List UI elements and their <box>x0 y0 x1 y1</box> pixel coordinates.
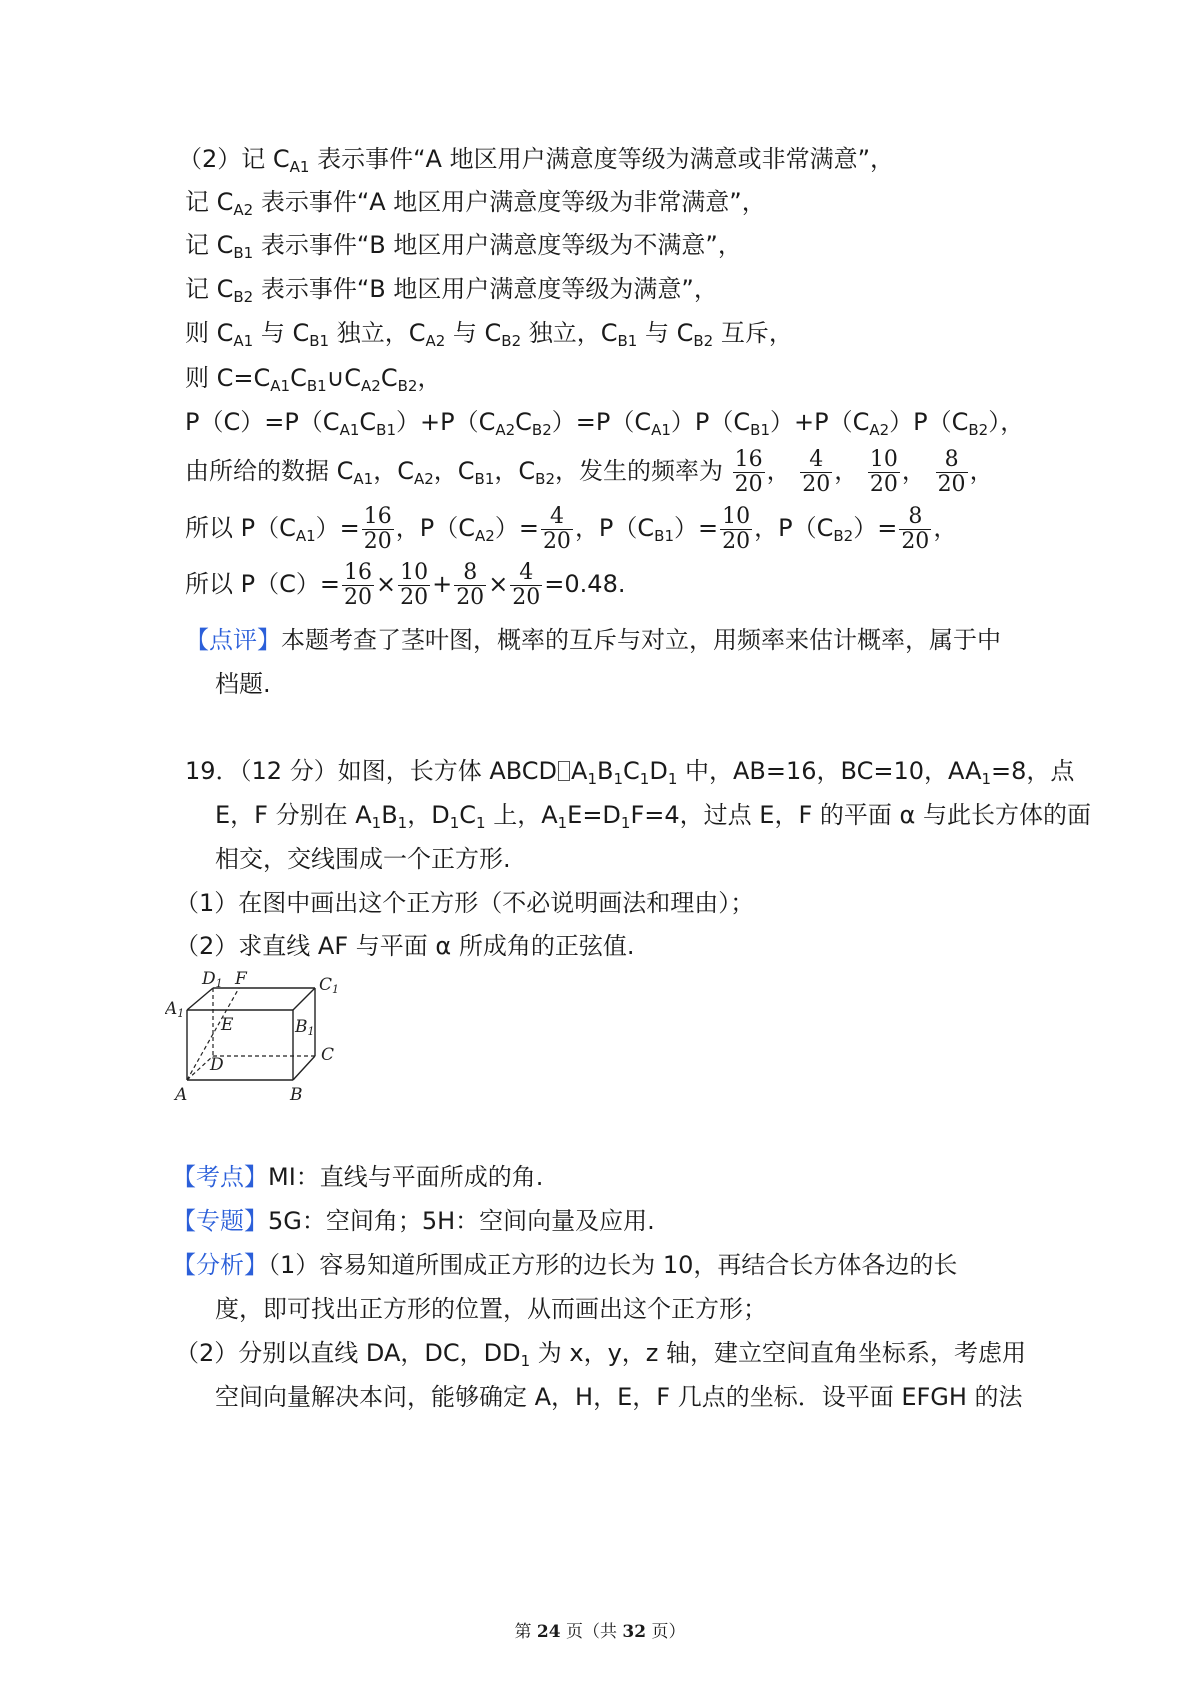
text: C <box>515 408 532 436</box>
subscript: 1 <box>613 770 624 788</box>
subscript: B2 <box>693 332 714 350</box>
subscript: B1 <box>376 421 396 439</box>
fenxi-line-2 <box>215 1297 767 1321</box>
text: ）+P（C <box>396 408 496 436</box>
question-19-line-2 <box>215 803 1091 831</box>
text: 互斥， <box>713 319 793 347</box>
kaodian-line <box>172 1165 543 1189</box>
numerator: 16 <box>343 560 372 586</box>
text: ）+P（C <box>770 408 870 436</box>
text: 记 C <box>185 275 234 303</box>
text: ，D <box>407 801 450 829</box>
subscript: 1 <box>981 770 992 788</box>
question-19-line-3 <box>215 847 511 871</box>
subscript: A1 <box>233 332 254 350</box>
question-19-part-1 <box>175 891 754 915</box>
text: P（C）=P（C <box>185 408 340 436</box>
subscript: A1 <box>651 421 671 439</box>
text: ， <box>969 457 994 485</box>
text: ∪C <box>326 364 362 392</box>
text: 表示事件“B 地区用户满意度等级为满意”， <box>253 275 718 303</box>
text: ， <box>417 364 442 392</box>
fraction <box>720 505 752 552</box>
subscript: 1 <box>667 770 678 788</box>
solution-line-3 <box>185 233 742 261</box>
denominator: 20 <box>343 584 372 610</box>
subscript: B2 <box>233 288 254 306</box>
text: （1）在图中画出这个正方形（不必说明画法和理由）； <box>175 889 755 917</box>
text: ）= <box>315 514 360 542</box>
subscript: B1 <box>306 377 327 395</box>
subscript: A1 <box>295 527 316 545</box>
fraction <box>936 448 968 495</box>
edge-a1d1 <box>187 988 213 1010</box>
text: ， <box>901 457 926 485</box>
text: B <box>597 757 614 785</box>
numerator: 10 <box>869 447 898 473</box>
text: C <box>359 408 377 436</box>
text: ，P（C <box>574 514 655 542</box>
text: （2）求直线 AF 与平面 α 所成角的正弦值. <box>175 932 635 960</box>
subscript: B2 <box>531 421 552 439</box>
question-19-part-2 <box>175 934 634 958</box>
solution-line-7 <box>185 410 1024 438</box>
text: 记 C <box>185 188 234 216</box>
text: 与 C <box>253 319 310 347</box>
text: ）= <box>494 514 539 542</box>
section-tag: 【分析】 <box>172 1251 268 1279</box>
total-pages: 32 <box>622 1622 647 1642</box>
numerator: 16 <box>363 504 392 530</box>
text: =8，点 <box>991 757 1075 785</box>
label-a1: A1 <box>165 999 185 1020</box>
fraction <box>510 561 542 608</box>
denominator: 20 <box>456 584 485 610</box>
text: 档题. <box>215 670 271 698</box>
denominator: 20 <box>363 528 392 554</box>
text: ）= <box>853 514 898 542</box>
text: ）P（C <box>889 408 969 436</box>
subscript: B1 <box>654 527 675 545</box>
text: 表示事件“B 地区用户满意度等级为不满意”， <box>253 231 742 259</box>
solution-line-5 <box>185 321 793 349</box>
text: 独立，C <box>521 319 618 347</box>
subscript: 1 <box>476 814 486 832</box>
text: ，C <box>433 457 475 485</box>
text: 表示事件“A 地区用户满意度等级为满意或非常满意”， <box>309 145 895 173</box>
text: E，F 分别在 A <box>215 801 372 829</box>
denominator: 20 <box>542 528 571 554</box>
operator: × <box>488 570 509 598</box>
denominator: 20 <box>400 584 429 610</box>
subscript: B1 <box>233 244 254 262</box>
numerator: 8 <box>463 560 478 586</box>
subscript: A1 <box>339 421 360 439</box>
fraction <box>342 561 374 608</box>
text: F=4，过点 E，F 的平面 α 与此长方体的面 <box>630 801 1091 829</box>
text: 上，A <box>485 801 558 829</box>
cuboid-figure <box>165 970 355 1105</box>
subscript: B2 <box>535 470 555 488</box>
text: 本题考查了茎叶图，概率的互斥与对立，用频率来估计概率，属于中 <box>281 626 1001 654</box>
operator: + <box>432 570 453 598</box>
solution-line-6 <box>185 366 441 394</box>
subscript: B1 <box>309 332 330 350</box>
text: ，C <box>494 457 536 485</box>
subscript: 1 <box>620 814 631 832</box>
label-c: C <box>321 1045 335 1065</box>
question-19-line-1 <box>185 759 1074 787</box>
text: C <box>459 801 477 829</box>
solution-line-8 <box>185 443 994 507</box>
text: 表示事件“A 地区用户满意度等级为非常满意”， <box>253 188 766 216</box>
text: ， <box>933 514 958 542</box>
subscript: A1 <box>353 470 374 488</box>
text: ， <box>834 457 859 485</box>
text: 为 x，y，z 轴，建立空间直角坐标系，考虑用 <box>530 1339 1027 1367</box>
fraction <box>362 505 394 552</box>
subscript: A1 <box>270 377 291 395</box>
text: MI：直线与平面所成的角. <box>268 1163 544 1191</box>
numerator: 10 <box>400 560 429 586</box>
fenxi-line-4 <box>215 1385 1023 1409</box>
text: ， <box>766 457 791 485</box>
solution-line-1 <box>178 147 894 175</box>
subscript: A2 <box>495 421 516 439</box>
text: 5G：空间角；5H：空间向量及应用. <box>268 1207 655 1235</box>
subscript: A2 <box>475 527 495 545</box>
fraction <box>899 505 931 552</box>
label-d: D <box>210 1055 224 1075</box>
text: 空间向量解决本问，能够确定 A，H，E，F 几点的坐标．设平面 EFGH 的法 <box>215 1383 1023 1411</box>
text: E=D <box>567 801 621 829</box>
solution-line-9 <box>185 500 957 564</box>
section-tag: 【点评】 <box>185 626 281 654</box>
label-d1: D1 <box>202 970 223 990</box>
text: 相交，交线围成一个正方形. <box>215 845 511 873</box>
text: B <box>381 801 398 829</box>
fraction <box>541 505 573 552</box>
fenxi-line-3 <box>175 1341 1026 1369</box>
text: ）= <box>674 514 719 542</box>
subscript: 1 <box>371 814 382 832</box>
text: 与 C <box>445 319 502 347</box>
text: 则 C <box>185 319 234 347</box>
text: ，P（C <box>395 514 476 542</box>
denominator: 20 <box>869 471 898 497</box>
text: （2）记 C <box>178 145 290 173</box>
subscript: 1 <box>449 814 460 832</box>
operator: × <box>375 570 397 598</box>
denominator: 20 <box>937 471 966 497</box>
label-a: A <box>175 1085 188 1105</box>
label-f: F <box>235 970 247 989</box>
text: C <box>290 364 307 392</box>
subscript: B2 <box>833 527 854 545</box>
fraction <box>454 561 486 608</box>
denominator: 20 <box>734 471 763 497</box>
text: 第 <box>514 1622 537 1642</box>
subscript: B1 <box>617 332 638 350</box>
subscript: 1 <box>587 770 598 788</box>
label-c1: C1 <box>319 975 340 996</box>
label-b: B <box>290 1085 303 1105</box>
numerator: 4 <box>519 560 534 586</box>
text: （1）容易知道所围成正方形的边长为 10，再结合长方体各边的长 <box>268 1251 958 1279</box>
subscript: A2 <box>413 470 434 488</box>
solution-line-2 <box>185 190 766 218</box>
section-tag: 【专题】 <box>172 1207 268 1235</box>
page-number: 24 <box>536 1622 561 1642</box>
label-b1: B1 <box>295 1017 315 1038</box>
solution-line-4 <box>185 277 718 305</box>
numerator: 4 <box>549 504 564 530</box>
fraction <box>733 448 765 495</box>
text: 19．（12 分）如图，长方体 ABCD <box>185 757 558 785</box>
text: 由所给的数据 C <box>185 457 354 485</box>
subscript: B1 <box>474 470 495 488</box>
fraction <box>800 448 832 495</box>
text: 记 C <box>185 231 234 259</box>
subscript: A2 <box>361 377 381 395</box>
fraction <box>868 448 900 495</box>
subscript: A2 <box>425 332 446 350</box>
missing-glyph-box <box>558 761 570 781</box>
text: ）=P（C <box>551 408 652 436</box>
comment-line-2 <box>215 672 271 696</box>
text: C <box>623 757 640 785</box>
numerator: 10 <box>722 504 751 530</box>
fenxi-line-1 <box>172 1253 957 1277</box>
label-e: E <box>221 1015 234 1035</box>
text: D <box>649 757 668 785</box>
text: 所以 P（C）= <box>185 570 340 598</box>
text: =0.48. <box>544 570 626 598</box>
zhuanti-line <box>172 1209 655 1233</box>
numerator: 4 <box>809 447 824 473</box>
text: 度，即可找出正方形的位置，从而画出这个正方形； <box>215 1295 767 1323</box>
text: ）， <box>988 408 1025 436</box>
subscript: 1 <box>557 814 568 832</box>
edge-b1c1 <box>293 988 315 1010</box>
page-footer <box>0 1617 1200 1642</box>
text: 独立，C <box>329 319 426 347</box>
text: ，P（C <box>754 514 834 542</box>
subscript: B2 <box>397 377 418 395</box>
denominator: 20 <box>901 528 930 554</box>
solution-line-10 <box>185 556 625 612</box>
subscript: 1 <box>639 770 650 788</box>
subscript: A2 <box>869 421 890 439</box>
text: 与 C <box>637 319 694 347</box>
text: （2）分别以直线 DA，DC，DD <box>175 1339 521 1367</box>
text: 所以 P（C <box>185 514 296 542</box>
subscript: A1 <box>289 158 310 176</box>
subscript: A2 <box>233 201 254 219</box>
subscript: B2 <box>501 332 522 350</box>
edge-bc <box>293 1056 315 1080</box>
numerator: 16 <box>734 447 763 473</box>
text: 页） <box>646 1622 686 1642</box>
denominator: 20 <box>722 528 751 554</box>
section-tag: 【考点】 <box>172 1163 268 1191</box>
numerator: 8 <box>908 504 923 530</box>
denominator: 20 <box>802 471 831 497</box>
text: A <box>571 757 588 785</box>
fraction <box>398 561 430 608</box>
text: ）P（C <box>670 408 751 436</box>
text: C <box>380 364 398 392</box>
comment-line-1 <box>185 628 1001 652</box>
subscript: 1 <box>520 1352 531 1370</box>
text: ，发生的频率为 <box>555 457 723 485</box>
subscript: B1 <box>750 421 770 439</box>
numerator: 8 <box>944 447 959 473</box>
text: 中，AB=16，BC=10，AA <box>677 757 982 785</box>
subscript: 1 <box>397 814 408 832</box>
text: ，C <box>373 457 414 485</box>
text: 页（共 <box>560 1622 623 1642</box>
subscript: B2 <box>968 421 989 439</box>
denominator: 20 <box>512 584 541 610</box>
text: 则 C=C <box>185 364 271 392</box>
